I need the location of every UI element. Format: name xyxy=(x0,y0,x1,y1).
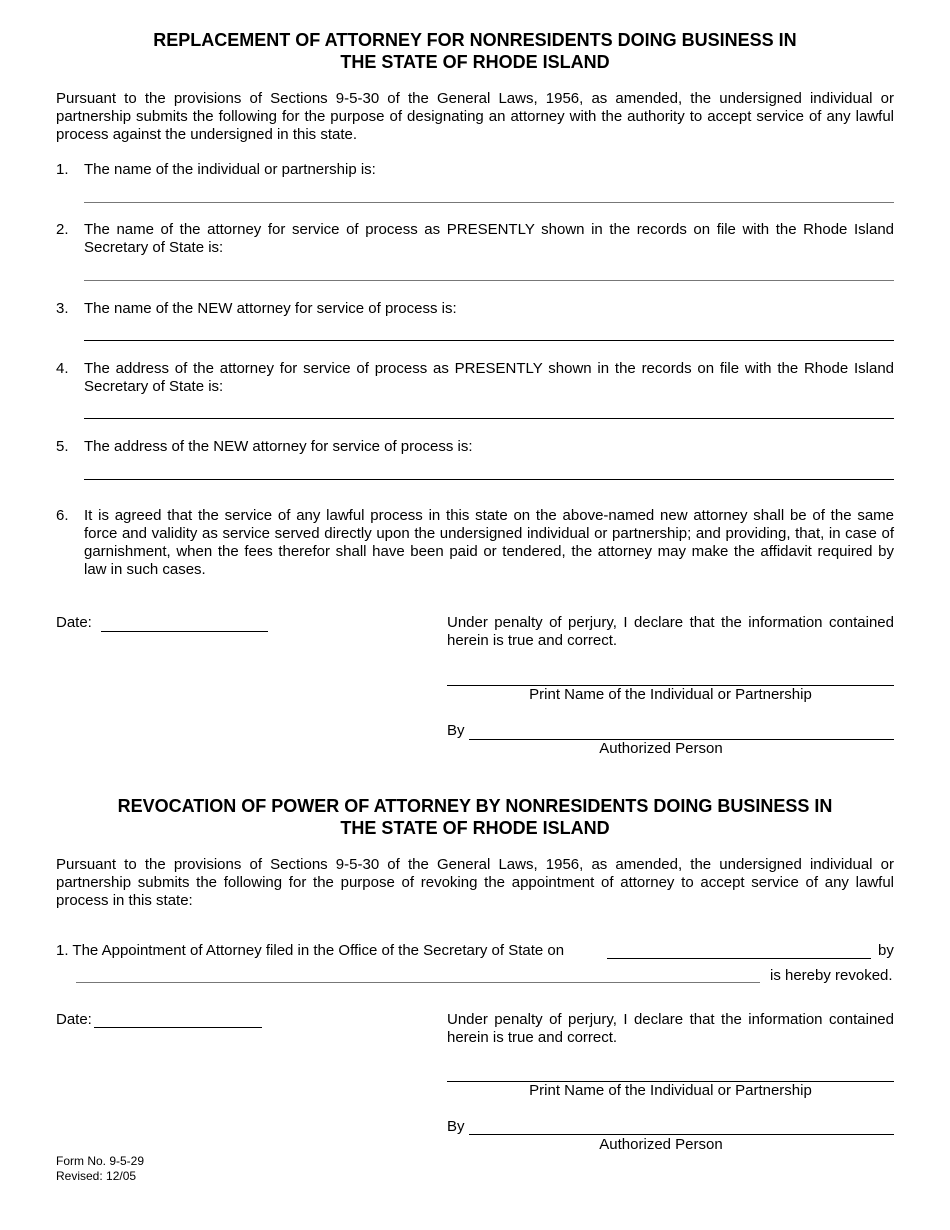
item-3-number: 3. xyxy=(56,300,69,317)
new-attorney-name-field[interactable] xyxy=(84,340,894,341)
replacement-intro: Pursuant to the provisions of Sections 9-5-30 of the General Laws, 1956, as amended, the undersigned individual or partnership submits the following for the purpose of designating an attorney with the authority to accept service of any lawful process against the undersigned in this state. xyxy=(56,90,894,143)
revocation-perjury-statement: Under penalty of perjury, I declare that the information contained herein is true and correct. xyxy=(447,1011,894,1046)
authorized-person-caption: Authorized Person xyxy=(599,740,723,757)
item-2-text: The name of the attorney for service of process as PRESENTLY shown in the records on file with the Rhode Island Secretary of State is: xyxy=(84,221,894,256)
item-3-text: The name of the NEW attorney for service of process is: xyxy=(84,300,457,317)
item-1-number: 1. xyxy=(56,161,69,178)
new-attorney-address-field[interactable] xyxy=(84,479,894,480)
revocation-print-name-caption: Print Name of the Individual or Partnership xyxy=(529,1082,812,1099)
replacement-title-line2: THE STATE OF RHODE ISLAND xyxy=(340,52,610,72)
item-4-text: The address of the attorney for service of process as PRESENTLY shown in the records on file with the Rhode Island Secretary of State is: xyxy=(84,360,894,395)
revocation-authorized-person-caption: Authorized Person xyxy=(599,1136,723,1153)
revocation-by-label: By xyxy=(447,1118,465,1135)
by-word: by xyxy=(878,942,894,959)
present-attorney-address-field[interactable] xyxy=(84,418,894,419)
replacement-title-line1: REPLACEMENT OF ATTORNEY FOR NONRESIDENTS DOING BUSINESS IN xyxy=(153,30,797,50)
revocation-authorized-signature-field[interactable] xyxy=(469,1134,894,1135)
filing-date-field[interactable] xyxy=(607,958,871,959)
date-label: Date: xyxy=(56,614,92,631)
revocation-title-line2: THE STATE OF RHODE ISLAND xyxy=(340,818,610,838)
item-4-number: 4. xyxy=(56,360,69,377)
item-1-text: The name of the individual or partnership is: xyxy=(84,161,376,178)
revocation-item-1-text: 1. The Appointment of Attorney filed in the Office of the Secretary of State on xyxy=(56,942,565,959)
item-5-text: The address of the NEW attorney for service of process is: xyxy=(84,438,473,455)
revocation-title-line1: REVOCATION OF POWER OF ATTORNEY BY NONRESIDENTS DOING BUSINESS IN xyxy=(117,796,833,816)
present-attorney-name-field[interactable] xyxy=(84,280,894,281)
revocation-date-label: Date: xyxy=(56,1011,92,1028)
item-2-number: 2. xyxy=(56,221,69,238)
print-name-caption: Print Name of the Individual or Partnership xyxy=(529,686,812,703)
item-6-number: 6. xyxy=(56,507,69,524)
filer-name-field[interactable] xyxy=(76,982,760,983)
revocation-intro: Pursuant to the provisions of Sections 9-5-30 of the General Laws, 1956, as amended, the undersigned individual or partnership submits the following for the purpose of revoking the appointment of attorney to accept service of any lawful process in this state: xyxy=(56,856,894,909)
perjury-statement: Under penalty of perjury, I declare that the information contained herein is true and correct. xyxy=(447,614,894,649)
by-label: By xyxy=(447,722,465,739)
revised-date: Revised: 12/05 xyxy=(56,1169,137,1183)
revoked-text: is hereby revoked. xyxy=(770,967,893,984)
revocation-date-field[interactable] xyxy=(94,1027,262,1028)
date-field[interactable] xyxy=(101,631,268,632)
individual-name-field[interactable] xyxy=(84,202,894,203)
item-5-number: 5. xyxy=(56,438,69,455)
form-number: Form No. 9-5-29 xyxy=(56,1154,145,1168)
item-6-text: It is agreed that the service of any lawful process in this state on the above-named new attorney shall be of the same force and validity as service served directly upon the undersigned individual or partnership; and providing, that, in case of garnishment, when the fees therefor shall have been paid or tendered, the attorney may make the affidavit required by law in such cases. xyxy=(84,507,894,578)
